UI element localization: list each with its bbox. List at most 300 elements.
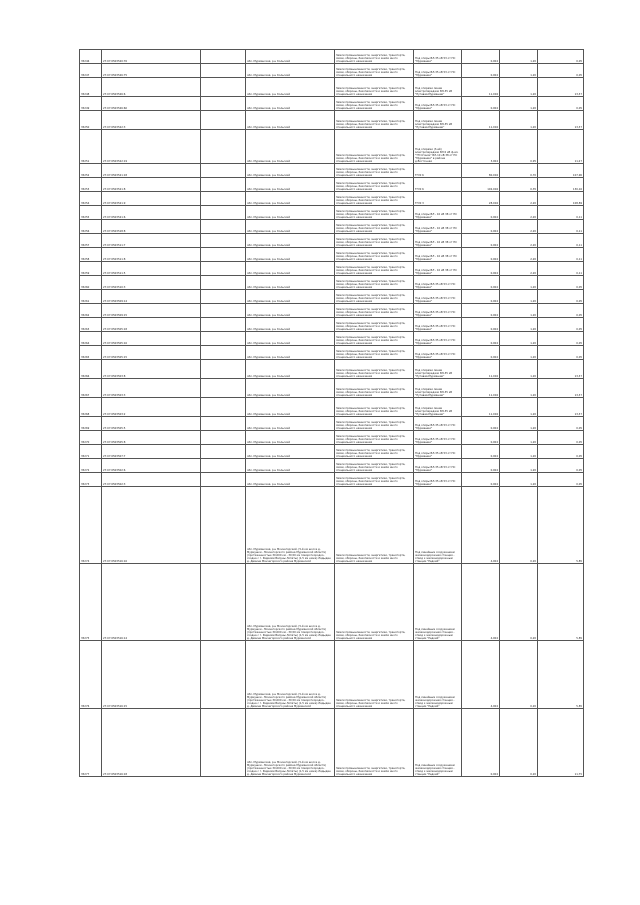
cadastral-table-sheet <box>79 49 583 835</box>
cell-address: обл. Мурманская, р-н Кольский <box>246 97 335 111</box>
cell-area: 0,004 <box>462 206 500 220</box>
cell-cadastral-number: 27:07:0503507:7 <box>102 445 201 459</box>
cell-rate: 1,20 <box>500 290 538 304</box>
cell-permitted-use: Под опорами линии электропередачи ВЛ-35 кВ "Путевая-Мурмашии" <box>414 360 462 379</box>
cell-cadastral-number: 27:07:0503502:3 <box>102 473 201 487</box>
table-row <box>80 178 584 192</box>
cell-blank-cell <box>201 709 246 777</box>
cell-blank-cell <box>201 473 246 487</box>
cell-tax-value: 13,37 <box>538 360 584 379</box>
cell-tax-value: 107,96 <box>538 164 584 178</box>
cell-address: обл. Мурманская, р-н Кольский <box>246 445 335 459</box>
table-row <box>80 220 584 234</box>
cell-tax-value: 0,05 <box>538 346 584 360</box>
cell-rate: 1,20 <box>500 111 538 130</box>
cell-area: 0,004 <box>462 709 500 777</box>
cell-permitted-use: Под опоры ВЛ-35 кВ 53 от ПС "Мурмашии" <box>414 276 462 290</box>
cell-rate: 0,20 <box>500 709 538 777</box>
cell-blank-cell <box>201 111 246 130</box>
cell-area: 0,004 <box>462 473 500 487</box>
cell-cadastral-number: 27:07:0503516:16 <box>102 487 201 564</box>
cell-permitted-use: Под опоры ВЛ-35 кВ 53 от ПС "Мурмашии" <box>414 459 462 473</box>
cell-address: обл. Мурманская, р-н Кольский <box>246 248 335 262</box>
cell-rate: 1,20 <box>500 97 538 111</box>
cell-cadastral-number: 27:07:0503502:6 <box>102 459 201 473</box>
cell-land-category: Земли промышленности, энергетики, транспорта, связи, обороны, безопасности и земли иного специального назначения <box>335 564 414 641</box>
cell-permitted-use: Под опоры ВЛ-35 кВ 53 от ПС "Мурмашии" <box>414 332 462 346</box>
cell-blank-cell <box>201 248 246 262</box>
cell-land-category: Земли промышленности, энергетики, транспорта, связи, обороны, безопасности и земли иного специального назначения <box>335 304 414 318</box>
cell-tax-value: 0,05 <box>538 318 584 332</box>
cell-tax-value: 0,11 <box>538 206 584 220</box>
cell-tax-value: 13,37 <box>538 111 584 130</box>
cell-address: обл. Мурманская, р-н Кольский <box>246 332 335 346</box>
cell-blank-cell <box>201 641 246 709</box>
cell-blank-cell <box>201 304 246 318</box>
cell-area: 0,004 <box>462 290 500 304</box>
cell-rate: 1,20 <box>500 459 538 473</box>
cell-blank-cell <box>201 97 246 111</box>
cell-rate: 0,35 <box>500 178 538 192</box>
cell-land-category: Земли промышленности, энергетики, транспорта, связи, обороны, безопасности и земли иного специального назначения <box>335 641 414 709</box>
table-row <box>80 50 584 64</box>
cell-area: 28,004 <box>462 192 500 206</box>
table-row <box>80 417 584 431</box>
cell-cadastral-number: 27:07:0503518:8 <box>102 220 201 234</box>
cell-blank-cell <box>201 360 246 379</box>
cell-tax-value: 0,05 <box>538 276 584 290</box>
cell-rate: 2,20 <box>500 192 538 206</box>
cell-area: 4,004 <box>462 564 500 641</box>
cell-area: 0,004 <box>462 346 500 360</box>
cell-rate: 1,20 <box>500 445 538 459</box>
cell-cadastral-number: 27:07:0503505:8 <box>102 431 201 445</box>
cell-cadastral-number: 27:07:0503521:9 <box>102 192 201 206</box>
cell-parcel-number: 35258 <box>80 248 102 262</box>
cell-area: 0,004 <box>462 220 500 234</box>
cell-permitted-use: Под опоры ВЛ-35 кВ 53 от ПС "Мурмашии" <box>414 431 462 445</box>
cell-permitted-use: Под опорами линии электропередачи ВЛ-35 кВ "Путевая-Мурмашии" <box>414 78 462 97</box>
cell-tax-value: 0,05 <box>538 290 584 304</box>
cell-permitted-use: Под опоры ВЛ-35 кВ 53 от ПС "Мурмашии" <box>414 445 462 459</box>
cell-permitted-use: Под опоры ВЛ-35 кВ 53 от ПС "Мурмашии" <box>414 473 462 487</box>
cell-address: обл. Мурманская, р-н Кольский <box>246 50 335 64</box>
cell-cadastral-number: 27:07:0503516:15 <box>102 641 201 709</box>
cell-address: обл. Мурманская, р-н Кольский <box>246 178 335 192</box>
cell-address: обл. Мурманская, р-н Кольский <box>246 398 335 417</box>
cell-land-category: Земли промышленности, энергетики, транспорта, связи, обороны, безопасности и земли иного специального назначения <box>335 130 414 164</box>
cell-tax-value: 130,16 <box>538 178 584 192</box>
cell-area: 11,004 <box>462 360 500 379</box>
cell-parcel-number: 35260 <box>80 276 102 290</box>
cell-parcel-number: 35250 <box>80 111 102 130</box>
cell-cadastral-number: 27:07:0503516:14 <box>102 564 201 641</box>
cell-blank-cell <box>201 346 246 360</box>
cell-parcel-number: 35248 <box>80 78 102 97</box>
cell-tax-value: 0,05 <box>538 50 584 64</box>
cell-area: 80,004 <box>462 164 500 178</box>
cell-permitted-use: Под опоры ВЛ-35 кВ 53 от ПС "Мурмашии" <box>414 97 462 111</box>
cell-land-category: Земли промышленности, энергетики, транспорта, связи, обороны, безопасности и земли иного специального назначения <box>335 487 414 564</box>
cell-tax-value: 0,11 <box>538 248 584 262</box>
table-row <box>80 346 584 360</box>
cell-permitted-use: Под опоры ВЛ - 10 кВ 38 от ПС "Мурмашии" <box>414 220 462 234</box>
cell-blank-cell <box>201 379 246 398</box>
cell-parcel-number: 35259 <box>80 262 102 276</box>
cell-address: обл. Мурманская, р-н Кольский <box>246 318 335 332</box>
cell-rate: 2,20 <box>500 248 538 262</box>
cell-tax-value: 0,05 <box>538 417 584 431</box>
cell-cadastral-number: 27:07:0503522:19 <box>102 130 201 164</box>
table-row <box>80 318 584 332</box>
cell-rate: 0,20 <box>500 487 538 564</box>
cell-address: обл. Мурманская, р-н Кольский <box>246 64 335 78</box>
cell-address: обл. Мурманская, р-н Кольский <box>246 220 335 234</box>
cell-cadastral-number: 27:07:0503505:18 <box>102 318 201 332</box>
cell-cadastral-number: 27:07:0503509:15 <box>102 304 201 318</box>
cell-land-category: Земли промышленности, энергетики, транспорта, связи, обороны, безопасности и земли иного специального назначения <box>335 192 414 206</box>
cell-parcel-number: 35247 <box>80 64 102 78</box>
cell-permitted-use: Под опоры ВЛ-35 кВ 53 от ПС "Мурмашии" <box>414 304 462 318</box>
cell-cadastral-number: 27:07:0503511:8 <box>102 248 201 262</box>
cell-tax-value: 5,85 <box>538 641 584 709</box>
cell-area: 3,004 <box>462 130 500 164</box>
cell-permitted-use: Под опоры ВЛ - 10 кВ 38 от ПС "Мурмашии" <box>414 248 462 262</box>
cell-tax-value: 0,11 <box>538 220 584 234</box>
cell-tax-value: 0,11 <box>538 234 584 248</box>
cell-tax-value: 11,27 <box>538 130 584 164</box>
cell-address: обл. Мурманская, р-н Кольский <box>246 379 335 398</box>
table-row <box>80 431 584 445</box>
cell-permitted-use: Под линейным сооружением железнодорожная станция - отвод к железнодорожным станции "Редкий" <box>414 564 462 641</box>
cell-cadastral-number: 27:07:0503511:7 <box>102 234 201 248</box>
cell-land-category: Земли промышленности, энергетики, транспорта, связи, обороны, безопасности и земли иного специального назначения <box>335 64 414 78</box>
cell-cadastral-number: 27:07:0503521:8 <box>102 178 201 192</box>
cell-address: обл. Мурманская, р-н Кольский <box>246 360 335 379</box>
cell-rate: 1,20 <box>500 431 538 445</box>
cell-address: обл. Мурманская, р-н Кольский <box>246 473 335 487</box>
cell-rate: 1,20 <box>500 346 538 360</box>
cell-permitted-use: Под опоры ВЛ - 10 кВ 38 от ПС "Мурмашии" <box>414 206 462 220</box>
cell-tax-value: 108,89 <box>538 192 584 206</box>
cell-parcel-number: 35249 <box>80 97 102 111</box>
table-row <box>80 248 584 262</box>
table-row <box>80 398 584 417</box>
cell-rate: 1,20 <box>500 379 538 398</box>
cell-cadastral-number: 27:07:0503511:5 <box>102 262 201 276</box>
cell-area: 0,004 <box>462 417 500 431</box>
cell-rate: 1,20 <box>500 360 538 379</box>
cell-permitted-use: Под опоры ВЛ-35 кВ 53 от ПС "Мурмашии" <box>414 64 462 78</box>
table-row <box>80 564 584 641</box>
cell-permitted-use: Под опорами (3-ей) электропередачи ВЛ 6 кВ ф-ал. "ТП Огонёк" ВЛ-10 кВ 38 от ПС "Мурмашии" в районе д.Восточная <box>414 130 462 164</box>
cell-permitted-use: Под линейным сооружением железнодорожная станция - отвод к железнодорожным станции "Редкий" <box>414 641 462 709</box>
cell-area: 0,004 <box>462 318 500 332</box>
cell-parcel-number: 35277 <box>80 709 102 777</box>
table-row <box>80 304 584 318</box>
cell-permitted-use: Под линейным сооружением железнодорожная станция - отвод к железнодорожным станции "Редкий" <box>414 487 462 564</box>
cell-address: обл. Мурманская, р-н Кольский <box>246 206 335 220</box>
cell-blank-cell <box>201 178 246 192</box>
cell-cadastral-number: 27:07:0503503:3 <box>102 379 201 398</box>
cell-address: обл. Мурманская, р-н Мончегорский, (5-й км шоссе д. Мурмушки - Мончегорского района Мурманской области) (протяженностью 30,000 км - 30,50 км повороткородко-сходна с г. Редкими Валуны Лопаты) (1,5 км ниже) Ладыдан д. Демина Мончегорского района Мурманской <box>246 709 335 777</box>
cell-parcel-number: 35255 <box>80 206 102 220</box>
table-row <box>80 487 584 564</box>
cell-tax-value: 0,11 <box>538 262 584 276</box>
cell-permitted-use: Под опоры ВЛ-35 кВ 53 от ПС "Мурмашии" <box>414 346 462 360</box>
cell-land-category: Земли промышленности, энергетики, транспорта, связи, обороны, безопасности и земли иного специального назначения <box>335 206 414 220</box>
cell-parcel-number: 35265 <box>80 346 102 360</box>
cell-rate: 1,20 <box>500 473 538 487</box>
table-row <box>80 459 584 473</box>
cell-tax-value: 0,05 <box>538 445 584 459</box>
cell-cadastral-number: 27:07:0503510:3 <box>102 276 201 290</box>
cell-rate: 0,70 <box>500 164 538 178</box>
cell-parcel-number: 35256 <box>80 220 102 234</box>
cell-cadastral-number: 27:07:0503522:3 <box>102 111 201 130</box>
cell-permitted-use: ТП N 3 <box>414 192 462 206</box>
cell-cadastral-number: 27:07:0503505:16 <box>102 332 201 346</box>
cell-address: обл. Мурманская, р-н Кольский <box>246 417 335 431</box>
cell-parcel-number: 35257 <box>80 234 102 248</box>
cell-land-category: Земли промышленности, энергетики, транспорта, связи, обороны, безопасности и земли иного специального назначения <box>335 709 414 777</box>
cell-land-category: Земли промышленности, энергетики, транспорта, связи, обороны, безопасности и земли иного специального назначения <box>335 360 414 379</box>
cell-address: обл. Мурманская, р-н Кольский <box>246 276 335 290</box>
cell-parcel-number: 35251 <box>80 130 102 164</box>
cell-address: обл. Мурманская, р-н Кольский <box>246 290 335 304</box>
cell-area: 0,004 <box>462 234 500 248</box>
cell-permitted-use: Под опорами линии электропередачи ВЛ-35 кВ "Путевая-Мурмашии" <box>414 379 462 398</box>
cell-land-category: Земли промышленности, энергетики, транспорта, связи, обороны, безопасности и земли иного специального назначения <box>335 445 414 459</box>
cell-tax-value: 13,37 <box>538 78 584 97</box>
cell-area: 11,004 <box>462 78 500 97</box>
cell-blank-cell <box>201 130 246 164</box>
cell-area: 0,004 <box>462 64 500 78</box>
cell-tax-value: 5,85 <box>538 564 584 641</box>
cell-land-category: Земли промышленности, энергетики, транспорта, связи, обороны, безопасности и земли иного специального назначения <box>335 290 414 304</box>
cell-rate: 1,20 <box>500 276 538 290</box>
cell-rate: 1,20 <box>500 64 538 78</box>
cell-land-category: Земли промышленности, энергетики, транспорта, связи, обороны, безопасности и земли иного специального назначения <box>335 111 414 130</box>
cell-cadastral-number: 27:07:0503526:6 <box>102 78 201 97</box>
cell-land-category: Земли промышленности, энергетики, транспорта, связи, обороны, безопасности и земли иного специального назначения <box>335 379 414 398</box>
cell-address: обл. Мурманская, р-н Мончегорский, (5-й км шоссе д. Мурмушки - Мончегорского района Мурманской области) (протяженностью 30,000 км - 30,50 км повороткородко-сходна с г. Редкими Валуны Лопаты) (1,5 км ниже) Ладыдан д. Демина Мончегорского района Мурманской <box>246 641 335 709</box>
cell-permitted-use: Под опоры ВЛ-35 кВ 53 от ПС "Мурмашии" <box>414 417 462 431</box>
cell-blank-cell <box>201 206 246 220</box>
table-row <box>80 111 584 130</box>
cell-rate: 1,20 <box>500 318 538 332</box>
cell-parcel-number: 35262 <box>80 304 102 318</box>
cell-rate: 1,20 <box>500 417 538 431</box>
cell-address: обл. Мурманская, р-н Кольский <box>246 78 335 97</box>
cell-land-category: Земли промышленности, энергетики, транспорта, связи, обороны, безопасности и земли иного специального назначения <box>335 346 414 360</box>
cell-area: 0,004 <box>462 431 500 445</box>
cell-blank-cell <box>201 78 246 97</box>
cell-land-category: Земли промышленности, энергетики, транспорта, связи, обороны, безопасности и земли иного специального назначения <box>335 417 414 431</box>
cell-parcel-number: 35268 <box>80 398 102 417</box>
cell-area: 0,004 <box>462 97 500 111</box>
cell-tax-value: 0,05 <box>538 431 584 445</box>
cell-blank-cell <box>201 487 246 564</box>
table-row <box>80 192 584 206</box>
cell-cadastral-number: 27:07:0503503:2 <box>102 398 201 417</box>
table-row <box>80 379 584 398</box>
cell-blank-cell <box>201 192 246 206</box>
cell-address: обл. Мурманская, р-н Кольский <box>246 431 335 445</box>
cell-address: обл. Мурманская, р-н Кольский <box>246 459 335 473</box>
cell-area: 0,004 <box>462 276 500 290</box>
cell-tax-value: 0,05 <box>538 97 584 111</box>
cell-parcel-number: 35270 <box>80 431 102 445</box>
cell-land-category: Земли промышленности, энергетики, транспорта, связи, обороны, безопасности и земли иного специального назначения <box>335 262 414 276</box>
cell-tax-value: 0,05 <box>538 459 584 473</box>
cell-address: обл. Мурманская, р-н Кольский <box>246 262 335 276</box>
cell-rate: 1,20 <box>500 398 538 417</box>
cell-permitted-use: ТП N 6 <box>414 164 462 178</box>
cell-blank-cell <box>201 445 246 459</box>
cell-land-category: Земли промышленности, энергетики, транспорта, связи, обороны, безопасности и земли иного специального назначения <box>335 276 414 290</box>
cell-cadastral-number: 27:07:0503505:15 <box>102 346 201 360</box>
cell-parcel-number: 35264 <box>80 332 102 346</box>
table-row <box>80 64 584 78</box>
cell-land-category: Земли промышленности, энергетики, транспорта, связи, обороны, безопасности и земли иного специального назначения <box>335 473 414 487</box>
cell-permitted-use: Под опоры ВЛ-35 кВ 53 от ПС "Мурмашии" <box>414 290 462 304</box>
cell-rate: 2,20 <box>500 234 538 248</box>
cell-blank-cell <box>201 431 246 445</box>
cell-parcel-number: 35246 <box>80 50 102 64</box>
cell-cadastral-number: 27:07:0503520:76 <box>102 50 201 64</box>
cell-area: 11,004 <box>462 379 500 398</box>
cell-permitted-use: Под опоры ВЛ-35 кВ 53 от ПС "Мурмашии" <box>414 318 462 332</box>
cell-blank-cell <box>201 220 246 234</box>
cell-tax-value: 13,37 <box>538 379 584 398</box>
cell-area: 4,004 <box>462 641 500 709</box>
cell-rate: 0,95 <box>500 130 538 164</box>
cell-rate: 1,20 <box>500 78 538 97</box>
cell-rate: 0,20 <box>500 564 538 641</box>
table-row <box>80 130 584 164</box>
cell-permitted-use: Под опоры ВЛ - 10 кВ 38 от ПС "Мурмашии" <box>414 262 462 276</box>
cell-address: обл. Мурманская, р-н Мончегорский, (5-й км шоссе д. Мурмушки - Мончегорского района Мурманской области) (протяженностью 30,000 км - 30,50 км повороткородко-сходна с г. Редкими Валуны Лопаты) (1,5 км ниже) Ладыдан д. Демина Мончегорского района Мурманской <box>246 487 335 564</box>
cell-blank-cell <box>201 262 246 276</box>
cell-area: 0,004 <box>462 50 500 64</box>
cell-permitted-use: Под опоры ВЛ-35 кВ 53 от ПС "Мурмашии" <box>414 50 462 64</box>
cell-blank-cell <box>201 50 246 64</box>
cell-permitted-use: Под опорами линии электропередачи ВЛ-35 кВ "Путевая-Мурмашии" <box>414 111 462 130</box>
cell-land-category: Земли промышленности, энергетики, транспорта, связи, обороны, безопасности и земли иного специального назначения <box>335 78 414 97</box>
cell-cadastral-number: 27:07:0503521:6 <box>102 206 201 220</box>
cell-parcel-number: 35274 <box>80 487 102 564</box>
cell-blank-cell <box>201 318 246 332</box>
cell-tax-value: 0,05 <box>538 332 584 346</box>
cell-cadastral-number: 27:07:0503509:14 <box>102 290 201 304</box>
cell-blank-cell <box>201 332 246 346</box>
cell-permitted-use: Под линейным сооружением железнодорожная станция - отвод к железнодорожным станции "Редкий" <box>414 709 462 777</box>
cell-area: 0,004 <box>462 262 500 276</box>
cell-cadastral-number: 27:07:0503503:8 <box>102 360 201 379</box>
table-row <box>80 97 584 111</box>
cell-parcel-number: 35266 <box>80 360 102 379</box>
cell-area: 0,004 <box>462 445 500 459</box>
cell-permitted-use: ТП N 6 <box>414 178 462 192</box>
cell-parcel-number: 35273 <box>80 473 102 487</box>
cell-blank-cell <box>201 564 246 641</box>
cell-land-category: Земли промышленности, энергетики, транспорта, связи, обороны, безопасности и земли иного специального назначения <box>335 97 414 111</box>
cell-rate: 0,20 <box>500 641 538 709</box>
cell-land-category: Земли промышленности, энергетики, транспорта, связи, обороны, безопасности и земли иного специального назначения <box>335 318 414 332</box>
cadastral-table <box>79 49 584 777</box>
cell-address: обл. Мурманская, р-н Кольский <box>246 164 335 178</box>
cell-parcel-number: 35253 <box>80 178 102 192</box>
cell-blank-cell <box>201 234 246 248</box>
cell-rate: 1,20 <box>500 50 538 64</box>
cell-blank-cell <box>201 276 246 290</box>
cell-parcel-number: 35267 <box>80 379 102 398</box>
cell-rate: 1,20 <box>500 304 538 318</box>
table-row <box>80 360 584 379</box>
cell-land-category: Земли промышленности, энергетики, транспорта, связи, обороны, безопасности и земли иного специального назначения <box>335 431 414 445</box>
cell-tax-value: 5,85 <box>538 487 584 564</box>
cell-land-category: Земли промышленности, энергетики, транспорта, связи, обороны, безопасности и земли иного специального назначения <box>335 50 414 64</box>
cell-area: 0,004 <box>462 248 500 262</box>
cell-area: 102,004 <box>462 178 500 192</box>
cell-cadastral-number: 27:07:0503526:75 <box>102 64 201 78</box>
table-row <box>80 641 584 709</box>
cell-permitted-use: Под опорами линии электропередачи ВЛ-35 кВ "Путевая-Мурмашии" <box>414 398 462 417</box>
cell-area: 4,004 <box>462 487 500 564</box>
cell-address: обл. Мурманская, р-н Кольский <box>246 346 335 360</box>
cell-rate: 1,20 <box>500 332 538 346</box>
cell-cadastral-number: 27:07:0503516:18 <box>102 709 201 777</box>
cell-land-category: Земли промышленности, энергетики, транспорта, связи, обороны, безопасности и земли иного специального назначения <box>335 164 414 178</box>
cell-land-category: Земли промышленности, энергетики, транспорта, связи, обороны, безопасности и земли иного специального назначения <box>335 398 414 417</box>
cell-area: 0,004 <box>462 304 500 318</box>
cell-blank-cell <box>201 164 246 178</box>
cell-cadastral-number: 27:07:0503526:60 <box>102 97 201 111</box>
table-row <box>80 276 584 290</box>
cell-address: обл. Мурманская, р-н Кольский <box>246 234 335 248</box>
cell-address: обл. Мурманская, р-н Кольский <box>246 304 335 318</box>
cell-address: обл. Мурманская, р-н Кольский <box>246 111 335 130</box>
table-row <box>80 164 584 178</box>
cell-area: 0,004 <box>462 332 500 346</box>
cell-land-category: Земли промышленности, энергетики, транспорта, связи, обороны, безопасности и земли иного специального назначения <box>335 178 414 192</box>
cell-rate: 2,20 <box>500 262 538 276</box>
cell-parcel-number: 35276 <box>80 641 102 709</box>
cell-land-category: Земли промышленности, энергетики, транспорта, связи, обороны, безопасности и земли иного специального назначения <box>335 459 414 473</box>
cell-area: 11,004 <box>462 111 500 130</box>
cell-parcel-number: 35272 <box>80 459 102 473</box>
cell-address: обл. Мурманская, р-н Кольский <box>246 130 335 164</box>
cell-tax-value: 0,05 <box>538 304 584 318</box>
cell-land-category: Земли промышленности, энергетики, транспорта, связи, обороны, безопасности и земли иного специального назначения <box>335 332 414 346</box>
cell-cadastral-number: 27:07:0503521:18 <box>102 164 201 178</box>
cell-blank-cell <box>201 417 246 431</box>
table-row <box>80 262 584 276</box>
cell-parcel-number: 35252 <box>80 164 102 178</box>
cell-parcel-number: 35271 <box>80 445 102 459</box>
cell-rate: 2,20 <box>500 206 538 220</box>
cell-blank-cell <box>201 64 246 78</box>
cell-cadastral-number: 27:07:0503505:5 <box>102 417 201 431</box>
cell-parcel-number: 35254 <box>80 192 102 206</box>
cell-blank-cell <box>201 459 246 473</box>
cell-area: 11,004 <box>462 398 500 417</box>
cell-permitted-use: Под опоры ВЛ - 10 кВ 38 от ПС "Мурмашии" <box>414 234 462 248</box>
cell-parcel-number: 35263 <box>80 318 102 332</box>
cell-address: обл. Мурманская, р-н Мончегорский, (5-й км шоссе д. Мурмушки - Мончегорского района Мурманской области) (протяженностью 30,000 км - 30,50 км повороткородко-сходна с г. Редкими Валуны Лопаты) (1,5 км ниже) Ладыдан д. Демина Мончегорского района Мурманской <box>246 564 335 641</box>
cell-tax-value: 13,37 <box>538 398 584 417</box>
